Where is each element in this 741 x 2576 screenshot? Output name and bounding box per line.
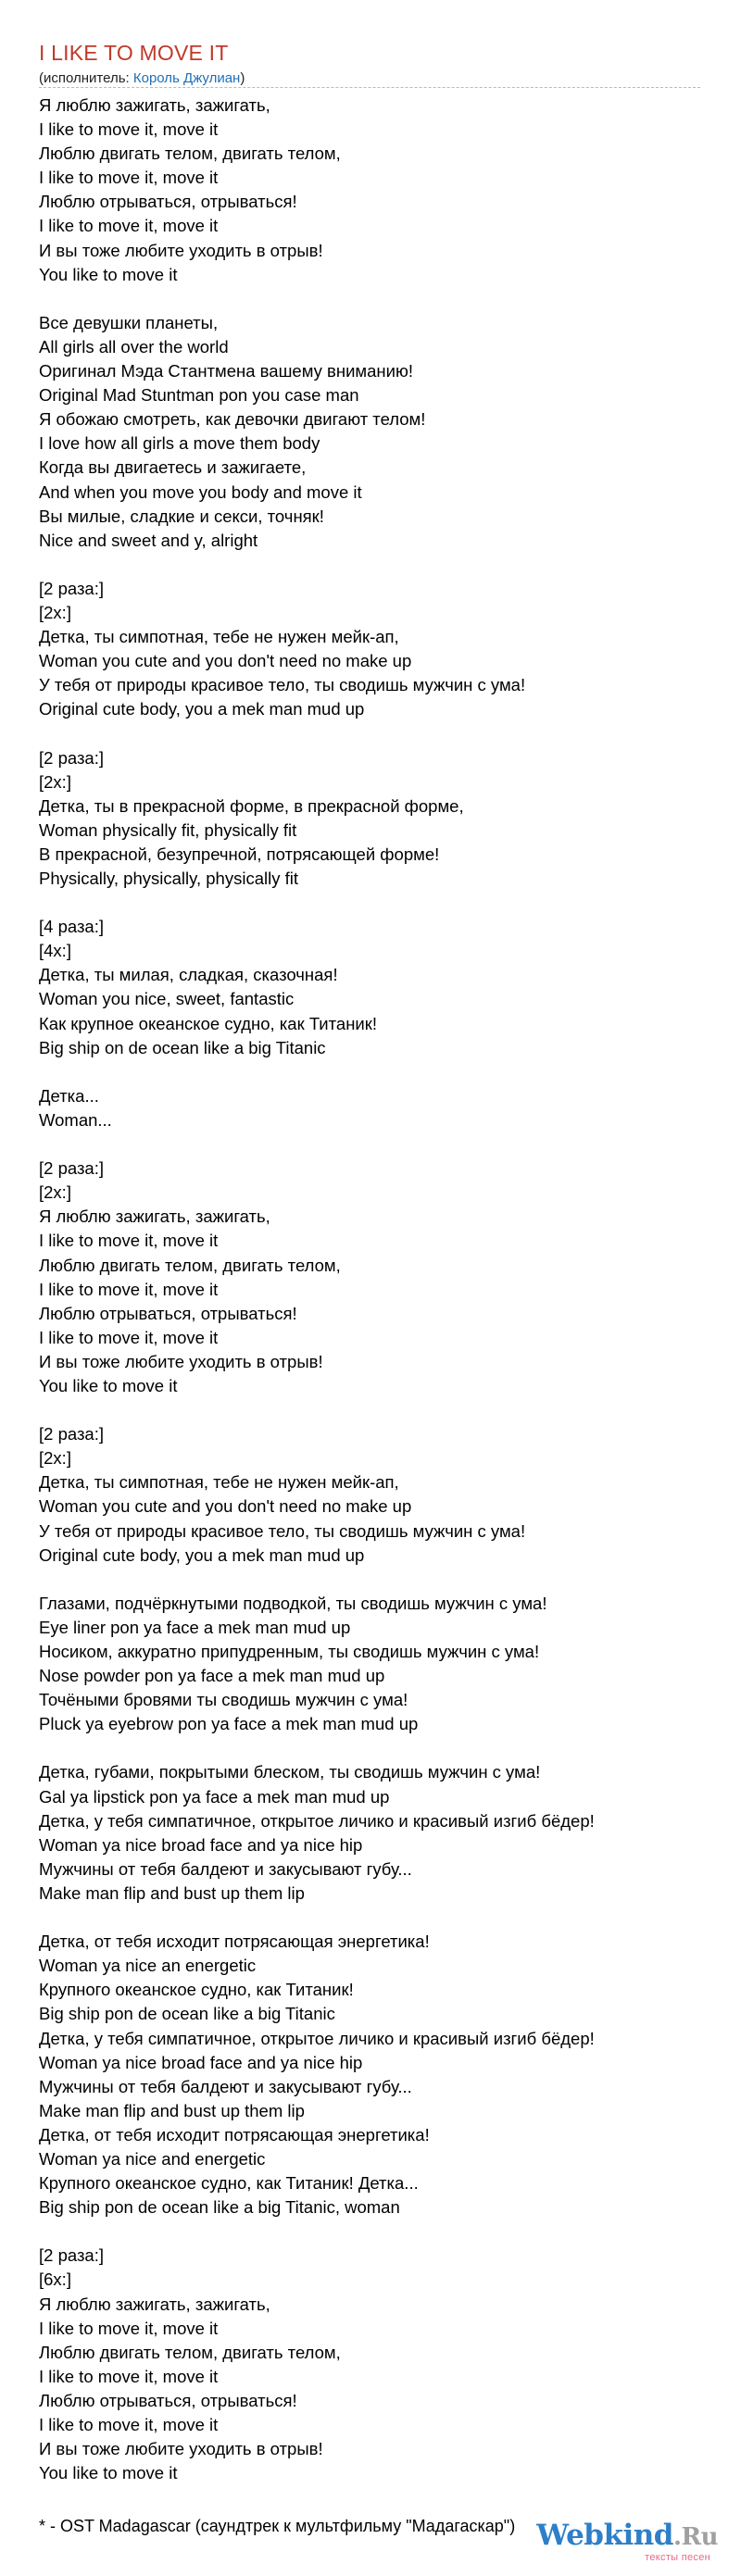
stanza-gap [39, 1060, 724, 1084]
logo-brand: Webkind [536, 2519, 673, 2552]
lyric-line: Я люблю зажигать, зажигать, [39, 2294, 270, 2314]
lyric-line: Детка, у тебя симпатичное, открытое личико и красивый изгиб бёдер! [39, 2028, 595, 2048]
artist-link[interactable]: Король Джулиан [132, 70, 241, 86]
lyric-line: Woman you cute and you don't need no make up [39, 651, 412, 671]
lyric-line: Люблю отрываться, отрываться! [39, 2390, 297, 2410]
lyric-line: Детка, от тебя исходит потрясающая энергетика! [39, 1932, 430, 1952]
logo-tagline: тексты песен [645, 2552, 710, 2563]
lyric-line: I like to move it, move it [39, 168, 219, 188]
lyric-line: [2x:] [39, 1182, 71, 1203]
lyric-line: All girls all over the world [39, 336, 229, 356]
lyric-line: [2 раза:] [39, 747, 104, 768]
lyric-line: Люблю двигать телом, двигать телом, [39, 144, 341, 164]
lyric-line: [4 раза:] [39, 917, 104, 937]
lyric-line: Big ship on de ocean like a big Titanic [39, 1037, 326, 1057]
lyric-line: У тебя от природы красивое тело, ты сводишь мужчин с ума! [39, 675, 526, 695]
lyric-line: [2 раза:] [39, 1158, 104, 1179]
lyric-line: Мужчины от тебя балдеют и закусывают губу... [39, 1858, 412, 1879]
lyric-line: И вы тоже любите уходить в отрыв! [39, 2439, 323, 2459]
lyric-line: И вы тоже любите уходить в отрыв! [39, 240, 323, 260]
lyric-line: Детка, губами, покрытыми блеском, ты сводишь мужчин с ума! [39, 1762, 541, 1782]
lyric-line: Woman ya nice an energetic [39, 1956, 257, 1976]
lyric-line: Мужчины от тебя балдеют и закусывают губу... [39, 2076, 412, 2096]
lyric-line: Детка, от тебя исходит потрясающая энергетика! [39, 2124, 430, 2145]
logo-wordmark [536, 2520, 718, 2552]
lyric-line: Woman... [39, 1109, 112, 1130]
stanza-gap [39, 891, 724, 915]
lyric-line: Все девушки планеты, [39, 312, 219, 332]
lyric-line: [2x:] [39, 1448, 71, 1469]
footnote: * - OST Madagascar (саундтрек к мультфильму "Мадагаскар") [39, 2517, 516, 2535]
lyric-line: Глазами, подчёркнутыми подводкой, ты сводишь мужчин с ума! [39, 1593, 547, 1613]
lyric-line: Original Mad Stuntman pon you case man [39, 385, 359, 406]
lyric-line: Woman you nice, sweet, fantastic [39, 989, 295, 1009]
lyric-line: [2x:] [39, 771, 71, 792]
song-title: I LIKE TO MOVE IT [39, 41, 229, 65]
artist-prefix: (исполнитель: [39, 70, 133, 86]
stanza-gap [39, 1906, 724, 1930]
stanza-gap [39, 1568, 724, 1592]
stanza-gap [39, 1132, 724, 1157]
lyric-line: Woman ya nice and energetic [39, 2148, 266, 2169]
lyric-line: [4x:] [39, 941, 71, 961]
lyric-line: Original cute body, you a mek man mud up [39, 1544, 365, 1565]
lyric-line: Когда вы двигаетесь и зажигаете, [39, 457, 307, 478]
lyric-line: Детка, ты симпотная, тебе не нужен мейк-ап, [39, 627, 399, 647]
lyric-line: Big ship pon de ocean like a big Titanic [39, 2004, 335, 2024]
lyric-line: [2x:] [39, 602, 71, 622]
lyric-line: Big ship pon de ocean like a big Titanic, woman [39, 2197, 400, 2218]
lyric-line: [2 раза:] [39, 578, 104, 598]
lyric-line: Носиком, аккуратно припудренным, ты сводишь мужчин с ума! [39, 1642, 540, 1661]
lyric-line: Make man flip and bust up them lip [39, 1882, 305, 1903]
stanza-gap [39, 1736, 724, 1760]
stanza-gap [39, 1398, 724, 1422]
lyric-line: Люблю отрываться, отрываться! [39, 192, 297, 212]
lyric-line: Люблю двигать телом, двигать телом, [39, 2342, 341, 2362]
logo-tld: .Ru [672, 2523, 718, 2551]
lyric-line: Woman physically fit, physically fit [39, 819, 297, 840]
lyric-line: Крупного океанское судно, как Титаник! Детка... [39, 2173, 419, 2194]
lyric-line: Original cute body, you a mek man mud up [39, 699, 365, 719]
lyric-line: I like to move it, move it [39, 2415, 219, 2434]
lyric-line: И вы тоже любите уходить в отрыв! [39, 1351, 323, 1371]
artist-suffix: ) [240, 70, 245, 86]
lyric-line: Я обожаю смотреть, как девочки двигают телом! [39, 409, 426, 430]
lyric-line: Точёными бровями ты сводишь мужчин с ума! [39, 1690, 408, 1710]
lyric-line: Nice and sweet and y, alright [39, 530, 258, 550]
lyric-line: Physically, physically, physically fit [39, 869, 298, 888]
title-divider [39, 87, 700, 88]
lyric-line: Woman ya nice broad face and ya nice hip [39, 1834, 363, 1855]
lyric-line: Pluck ya eyebrow pon ya face a mek man mud up [39, 1714, 419, 1734]
stanza-gap [39, 2220, 724, 2244]
lyric-line: [2 раза:] [39, 2245, 104, 2266]
lyric-line: Make man flip and bust up them lip [39, 2100, 305, 2120]
lyric-line: I like to move it, move it [39, 2366, 219, 2386]
lyric-line: I like to move it, move it [39, 216, 219, 236]
lyric-line: I like to move it, move it [39, 1231, 219, 1251]
lyric-line: [6x:] [39, 2270, 71, 2290]
lyric-line: And when you move you body and move it [39, 481, 362, 502]
lyric-line: Я люблю зажигать, зажигать, [39, 1207, 270, 1227]
lyric-line: Nose powder pon ya face a mek man mud up [39, 1666, 385, 1686]
site-logo[interactable] [536, 2520, 718, 2563]
lyric-line: Woman ya nice broad face and ya nice hip [39, 2052, 363, 2072]
lyric-line: You like to move it [39, 1375, 178, 1395]
lyric-line: Детка, ты в прекрасной форме, в прекрасной форме, [39, 795, 464, 816]
stanza-gap [39, 721, 724, 745]
lyric-line: Eye liner pon ya face a mek man mud up [39, 1617, 351, 1637]
stanza-gap [39, 287, 724, 311]
lyric-line: Детка, ты милая, сладкая, сказочная! [39, 965, 338, 985]
lyric-line: Как крупное океанское судно, как Титаник! [39, 1013, 377, 1033]
lyric-line: I like to move it, move it [39, 2318, 219, 2338]
lyric-line: You like to move it [39, 264, 178, 284]
lyrics-body [39, 94, 724, 2485]
lyric-line: Крупного океанское судно, как Титаник! [39, 1980, 354, 2000]
lyric-line: Gal ya lipstick pon ya face a mek man mud up [39, 1786, 390, 1807]
lyric-line: [2 раза:] [39, 1424, 104, 1444]
lyric-line: Woman you cute and you don't need no make up [39, 1496, 412, 1517]
lyric-line: Детка, у тебя симпатичное, открытое личико и красивый изгиб бёдер! [39, 1810, 595, 1831]
lyric-line: I like to move it, move it [39, 1327, 219, 1347]
lyric-line: Люблю двигать телом, двигать телом, [39, 1255, 341, 1275]
artist-byline [39, 70, 245, 86]
lyric-line: I love how all girls a move them body [39, 433, 320, 454]
lyric-line: В прекрасной, безупречной, потрясающей форме! [39, 844, 440, 864]
lyric-line: У тебя от природы красивое тело, ты сводишь мужчин с ума! [39, 1520, 526, 1541]
lyric-line: I like to move it, move it [39, 119, 219, 140]
stanza-gap [39, 553, 724, 577]
lyric-line: Детка, ты симпотная, тебе не нужен мейк-ап, [39, 1472, 399, 1493]
lyric-line: I like to move it, move it [39, 1279, 219, 1299]
lyric-line: Оригинал Мэда Стантмена вашему вниманию! [39, 361, 413, 381]
lyric-line: You like to move it [39, 2463, 178, 2483]
lyric-line: Вы милые, сладкие и секси, точняк! [39, 506, 324, 526]
lyric-line: Люблю отрываться, отрываться! [39, 1303, 297, 1323]
lyric-line: Детка... [39, 1085, 99, 1106]
lyric-line: Я люблю зажигать, зажигать, [39, 95, 270, 115]
